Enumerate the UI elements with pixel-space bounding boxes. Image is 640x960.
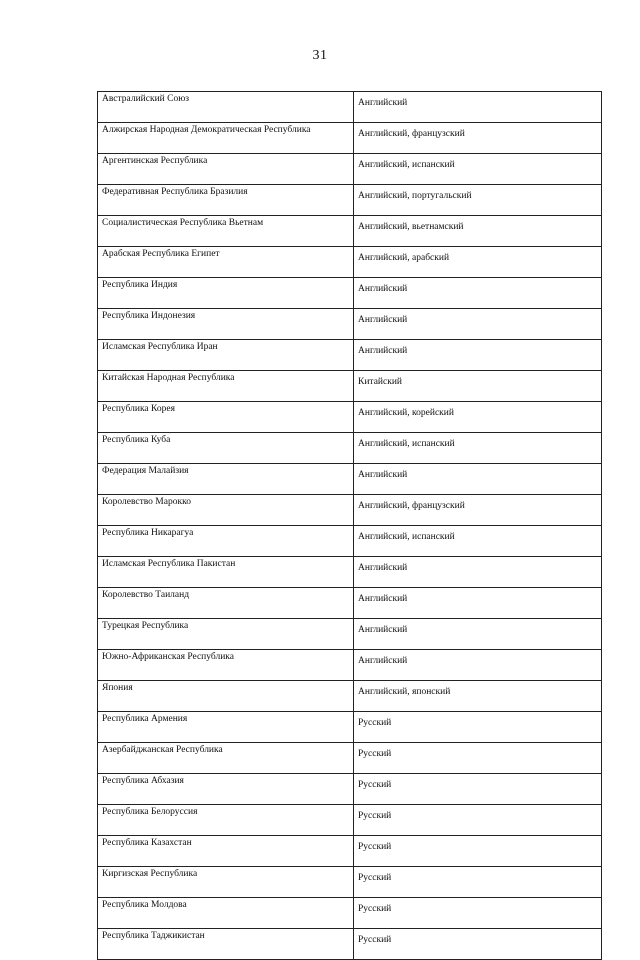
table-row xyxy=(98,154,602,185)
language-cell: Английский xyxy=(354,650,602,681)
language-cell: Английский, испанский xyxy=(354,526,602,557)
language-cell: Русский xyxy=(354,898,602,929)
country-cell: Республика Казахстан xyxy=(98,836,354,867)
language-cell: Английский, испанский xyxy=(354,433,602,464)
country-cell: Республика Молдова xyxy=(98,898,354,929)
language-cell: Английский xyxy=(354,309,602,340)
language-cell: Русский xyxy=(354,743,602,774)
language-cell: Английский xyxy=(354,464,602,495)
language-cell: Русский xyxy=(354,805,602,836)
table-row xyxy=(98,371,602,402)
table-row xyxy=(98,774,602,805)
country-cell: Республика Никарагуа xyxy=(98,526,354,557)
country-cell: Азербайджанская Республика xyxy=(98,743,354,774)
country-cell: Федеративная Республика Бразилия xyxy=(98,185,354,216)
language-cell: Китайский xyxy=(354,371,602,402)
country-cell: Аргентинская Республика xyxy=(98,154,354,185)
language-cell: Английский xyxy=(354,278,602,309)
table-row xyxy=(98,619,602,650)
country-cell: Республика Корея xyxy=(98,402,354,433)
language-cell: Русский xyxy=(354,867,602,898)
language-cell: Русский xyxy=(354,774,602,805)
table-row xyxy=(98,681,602,712)
table-row xyxy=(98,805,602,836)
country-cell: Турецкая Республика xyxy=(98,619,354,650)
table-row xyxy=(98,309,602,340)
country-cell: Королевство Таиланд xyxy=(98,588,354,619)
language-cell: Английский, испанский xyxy=(354,154,602,185)
language-cell: Русский xyxy=(354,929,602,960)
table-row xyxy=(98,836,602,867)
language-cell: Английский xyxy=(354,619,602,650)
language-cell: Английский, японский xyxy=(354,681,602,712)
language-cell: Русский xyxy=(354,836,602,867)
country-cell: Алжирская Народная Демократическая Республика xyxy=(98,123,354,154)
language-cell: Английский, корейский xyxy=(354,402,602,433)
country-cell: Республика Армения xyxy=(98,712,354,743)
country-cell: Китайская Народная Республика xyxy=(98,371,354,402)
table-row xyxy=(98,433,602,464)
table-row xyxy=(98,898,602,929)
table-row xyxy=(98,557,602,588)
country-cell: Республика Абхазия xyxy=(98,774,354,805)
table-row xyxy=(98,867,602,898)
language-cell: Английский xyxy=(354,92,602,123)
language-cell: Английский, французский xyxy=(354,123,602,154)
table-row xyxy=(98,123,602,154)
country-cell: Япония xyxy=(98,681,354,712)
page-number: 31 xyxy=(312,48,328,63)
table-row xyxy=(98,588,602,619)
table-row xyxy=(98,743,602,774)
language-cell: Английский xyxy=(354,557,602,588)
table-row xyxy=(98,464,602,495)
language-cell: Русский xyxy=(354,712,602,743)
table-row xyxy=(98,340,602,371)
country-cell: Республика Таджикистан xyxy=(98,929,354,960)
country-cell: Республика Белоруссия xyxy=(98,805,354,836)
table-row xyxy=(98,402,602,433)
table-row xyxy=(98,712,602,743)
table-row xyxy=(98,216,602,247)
table-row xyxy=(98,278,602,309)
language-cell: Английский, арабский xyxy=(354,247,602,278)
country-cell: Федерация Малайзия xyxy=(98,464,354,495)
country-cell: Республика Индонезия xyxy=(98,309,354,340)
table-row xyxy=(98,92,602,123)
table-row xyxy=(98,929,602,960)
country-cell: Королевство Марокко xyxy=(98,495,354,526)
table-row xyxy=(98,526,602,557)
language-cell: Английский xyxy=(354,588,602,619)
language-cell: Английский xyxy=(354,340,602,371)
country-cell: Социалистическая Республика Вьетнам xyxy=(98,216,354,247)
country-cell: Республика Индия xyxy=(98,278,354,309)
country-cell: Исламская Республика Иран xyxy=(98,340,354,371)
table-body xyxy=(98,92,602,960)
country-cell: Киргизская Республика xyxy=(98,867,354,898)
country-cell: Исламская Республика Пакистан xyxy=(98,557,354,588)
country-cell: Арабская Республика Египет xyxy=(98,247,354,278)
table-row xyxy=(98,247,602,278)
country-cell: Австралийский Союз xyxy=(98,92,354,123)
country-cell: Южно-Африканская Республика xyxy=(98,650,354,681)
language-cell: Английский, португальский xyxy=(354,185,602,216)
table-row xyxy=(98,650,602,681)
language-cell: Английский, вьетнамский xyxy=(354,216,602,247)
table-row xyxy=(98,495,602,526)
country-cell: Республика Куба xyxy=(98,433,354,464)
table-row xyxy=(98,185,602,216)
country-language-table xyxy=(97,91,602,960)
language-cell: Английский, французский xyxy=(354,495,602,526)
